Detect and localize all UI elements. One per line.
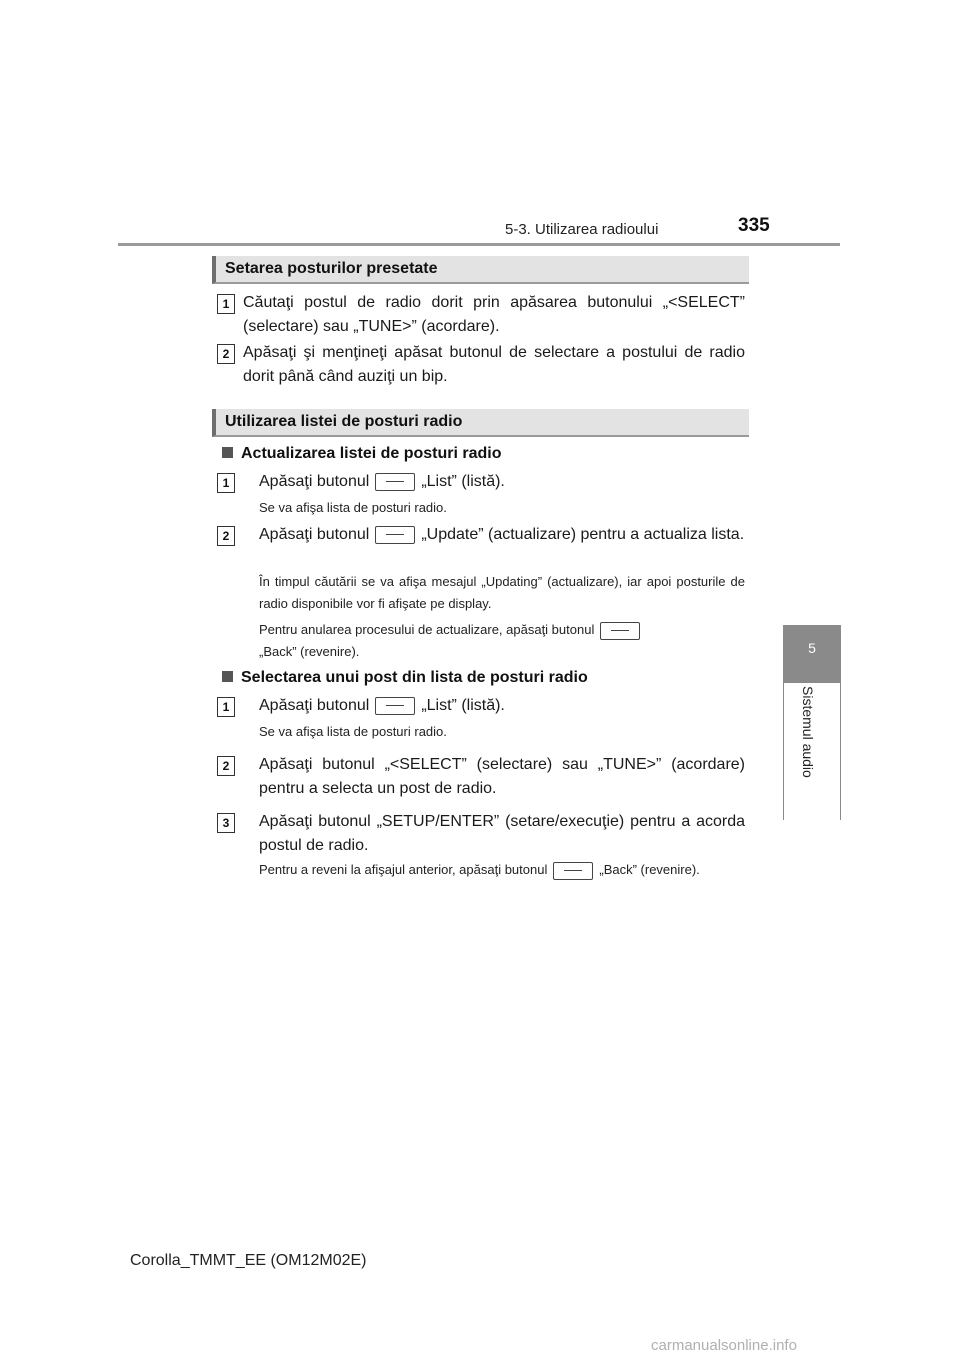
step-text-post: „List” (listă). (421, 697, 505, 714)
section-banner-presets (212, 256, 749, 284)
soft-button-icon (553, 862, 593, 880)
step-badge: 2 (217, 526, 235, 546)
subsection-heading (222, 669, 588, 687)
note-text-post: „Back” (revenire). (599, 862, 700, 877)
soft-button-icon (375, 697, 415, 715)
step-badge: 2 (217, 756, 235, 776)
step-note (259, 859, 745, 881)
step-text (259, 523, 745, 547)
page-number: 335 (738, 215, 770, 236)
step-text: Căutaţi postul de radio dorit prin apăsarea butonului „<SELECT” (selectare) sau „TUNE>” (acordare). (243, 294, 745, 335)
note-text-pre: Pentru anularea procesului de actualizare, apăsaţi butonul (259, 622, 595, 637)
subsection-title: Selectarea unui post din lista de posturi radio (241, 669, 588, 686)
step-badge: 1 (217, 294, 235, 314)
step-text-pre: Apăsaţi butonul (259, 526, 370, 543)
step-note: În timpul căutării se va afişa mesajul „Updating” (actualizare), iar apoi posturile de radio disponibile vor fi afişate pe display. (259, 574, 745, 611)
subsection-title: Actualizarea listei de posturi radio (241, 445, 502, 462)
step-badge: 1 (217, 697, 235, 717)
step-note (259, 619, 745, 663)
chapter-number: 5 (808, 640, 816, 656)
step-text: Apăsaţi butonul „<SELECT” (selectare) sau „TUNE>” (acordare) pentru a selecta un post de radio. (259, 756, 745, 797)
step-text: Apăsaţi butonul „SETUP/ENTER” (setare/execuţie) pentru a acorda postul de radio. (259, 813, 745, 854)
soft-button-icon (600, 622, 640, 640)
step-badge: 1 (217, 473, 235, 493)
square-bullet-icon (222, 447, 233, 458)
step-badge: 2 (217, 344, 235, 364)
note-text-pre: Pentru a reveni la afişajul anterior, apăsaţi butonul (259, 862, 548, 877)
step-text (259, 470, 745, 494)
chapter-tab-border-left (783, 683, 784, 820)
soft-button-icon (375, 473, 415, 491)
step-text-post: „List” (listă). (421, 473, 505, 490)
watermark: carmanualsonline.info (651, 1337, 797, 1354)
chapter-label: Sistemul audio (800, 686, 816, 778)
step-text-post: „Update” (actualizare) pentru a actualiza lista. (421, 526, 745, 543)
soft-button-icon (375, 526, 415, 544)
square-bullet-icon (222, 671, 233, 682)
step-note: Se va afişa lista de posturi radio. (259, 724, 447, 739)
subsection-heading (222, 445, 502, 463)
step-text-pre: Apăsaţi butonul (259, 697, 370, 714)
footer-model: Corolla_TMMT_EE (OM12M02E) (130, 1252, 367, 1269)
section-title: Utilizarea listei de posturi radio (225, 413, 463, 430)
step-badge: 3 (217, 813, 235, 833)
step-text: Apăsaţi şi menţineţi apăsat butonul de selectare a postului de radio dorit până când auziţi un bip. (243, 344, 745, 385)
step-text (259, 694, 745, 718)
step-text-pre: Apăsaţi butonul (259, 473, 370, 490)
note-text-post: „Back” (revenire). (259, 644, 360, 659)
section-banner-station-list (212, 409, 749, 437)
step-note: Se va afişa lista de posturi radio. (259, 500, 447, 515)
header-rule (118, 243, 840, 246)
section-header: 5-3. Utilizarea radioului (505, 221, 659, 238)
section-title: Setarea posturilor presetate (225, 260, 438, 277)
chapter-tab-border-right (840, 683, 841, 820)
